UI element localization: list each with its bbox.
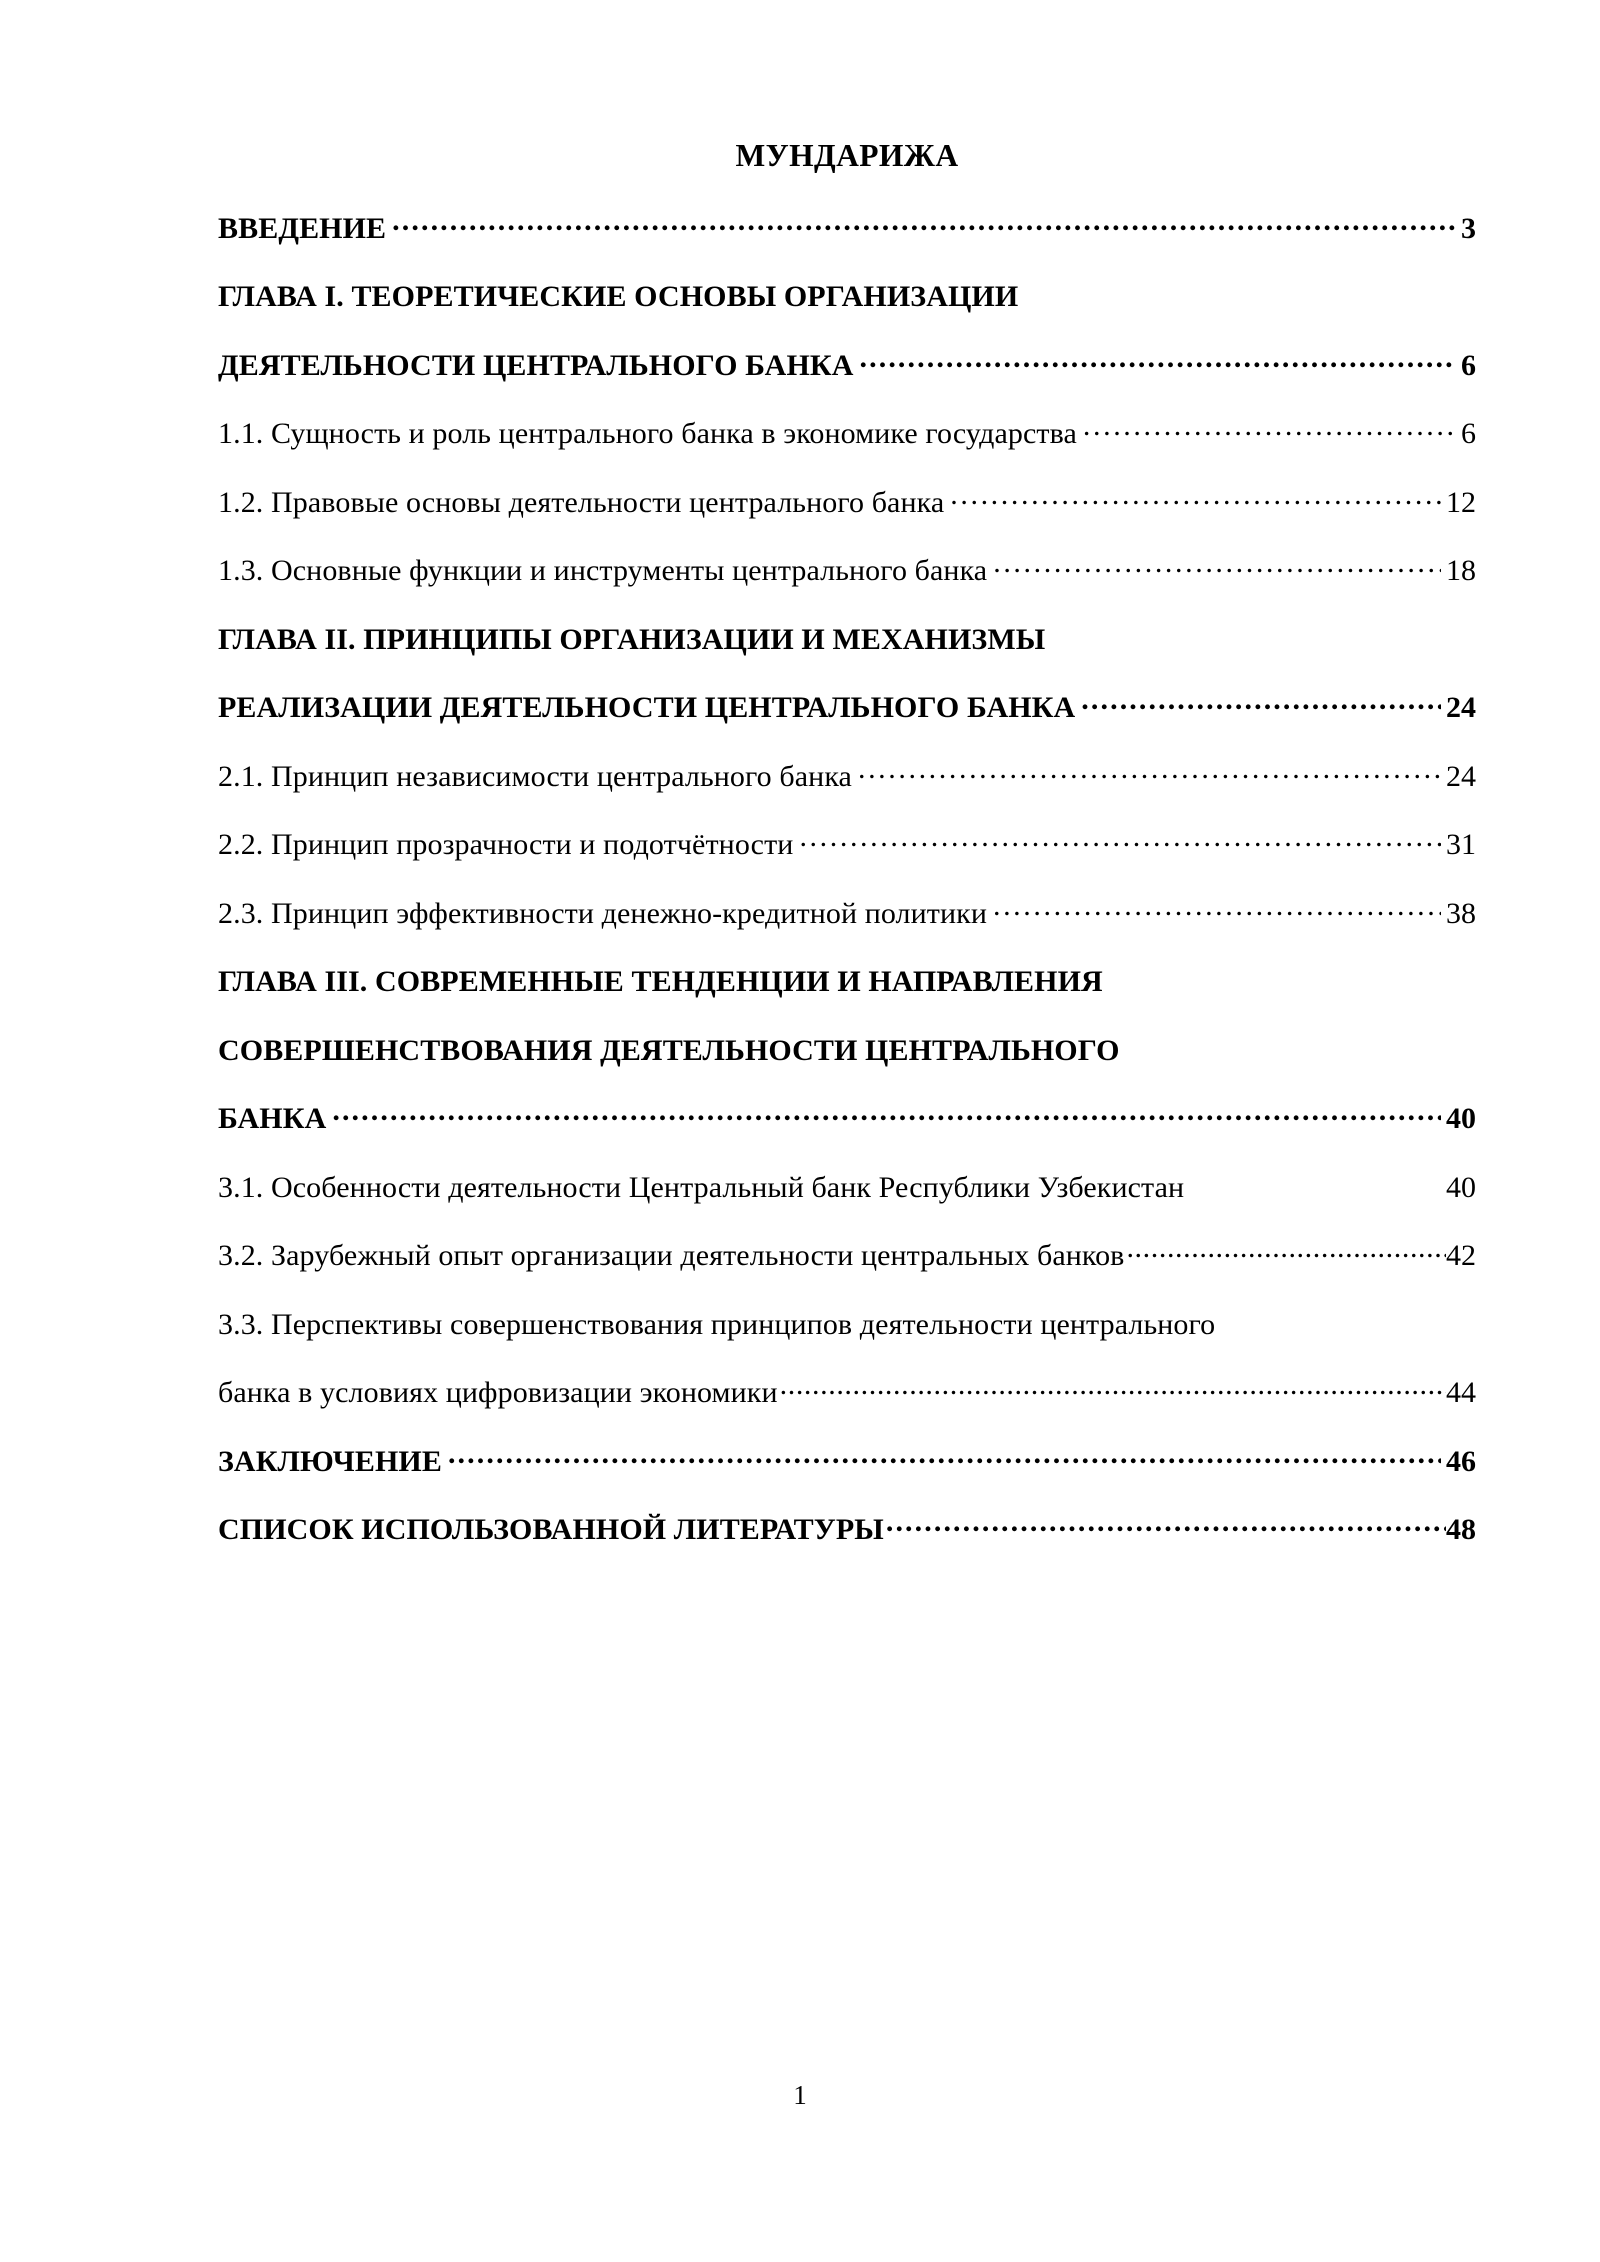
toc-entry-chapter-3-line-3[interactable] <box>218 1098 1476 1134</box>
dot-leader <box>858 756 1441 786</box>
dot-leader <box>1126 1030 1471 1060</box>
toc-entry-section-3-1[interactable] <box>218 1167 1476 1203</box>
toc-entry-label: БАНКА <box>218 1102 327 1135</box>
toc-entry-label: банка в условиях цифровизации экономики <box>218 1376 778 1409</box>
toc-entry-page-number: 24 <box>1446 759 1476 793</box>
toc-entry-label: ГЛАВА I. ТЕОРЕТИЧЕСКИЕ ОСНОВЫ ОРГАНИЗАЦИИ <box>218 280 1019 313</box>
toc-entry-section-1-3[interactable] <box>218 550 1476 586</box>
toc-entry-label: 1.2. Правовые основы деятельности центрального банка <box>218 485 945 519</box>
dot-leader <box>993 550 1441 580</box>
toc-entry-label: ДЕЯТЕЛЬНОСТИ ЦЕНТРАЛЬНОГО БАНКА <box>218 348 854 382</box>
toc-list <box>218 208 1476 1546</box>
dot-leader <box>1024 276 1471 306</box>
toc-entry-page-number: 46 <box>1446 1444 1476 1478</box>
toc-entry-page-number: 24 <box>1446 691 1476 724</box>
toc-entry-label: 1.3. Основные функции и инструменты центрального банка <box>218 554 988 587</box>
dot-leader <box>886 1509 1446 1539</box>
toc-entry-label: 3.2. Зарубежный опыт организации деятельности центральных банков <box>218 1239 1125 1272</box>
toc-entry-label: 2.2. Принцип прозрачности и подотчётности <box>218 828 794 861</box>
toc-entry-label: ГЛАВА III. СОВРЕМЕННЫЕ ТЕНДЕНЦИИ И НАПРАВЛЕНИЯ <box>218 965 1103 998</box>
dot-leader <box>392 208 1456 238</box>
page-title: МУНДАРИЖА <box>735 138 959 173</box>
toc-entry-label: ВВЕДЕНИЕ <box>218 211 387 245</box>
toc-entry-page-number: 3 <box>1461 211 1476 245</box>
toc-entry-page-number: 40 <box>1446 1170 1476 1204</box>
toc-entry-page-number: 48 <box>1446 1513 1476 1546</box>
dot-leader <box>1051 619 1471 649</box>
toc-entry-page-number: 12 <box>1446 485 1476 519</box>
toc-entry-section-1-1[interactable] <box>218 413 1476 449</box>
toc-entry-label: 2.1. Принцип независимости центрального банка <box>218 759 852 793</box>
toc-container <box>218 140 1476 1578</box>
toc-entry-label: 3.1. Особенности деятельности Центральный банк Республики Узбекистан <box>218 1170 1185 1204</box>
toc-entry-label: 1.1. Сущность и роль центрального банка в экономике государства <box>218 417 1077 450</box>
toc-entry-section-2-1[interactable] <box>218 756 1476 792</box>
toc-entry-section-3-3-line-1[interactable] <box>218 1304 1476 1340</box>
toc-entry-chapter-3-line-2[interactable] <box>218 1030 1476 1066</box>
dot-leader <box>448 1441 1441 1471</box>
toc-entry-chapter-2-line-2[interactable] <box>218 687 1476 723</box>
toc-entry-spisok-literatury[interactable] <box>218 1509 1476 1545</box>
dot-leader <box>860 345 1456 375</box>
dot-leader <box>332 1098 1441 1128</box>
toc-entry-page-number: 18 <box>1446 554 1476 587</box>
toc-entry-chapter-2-line-1[interactable] <box>218 619 1476 655</box>
toc-entry-page-number: 42 <box>1446 1239 1476 1272</box>
toc-entry-section-3-2[interactable] <box>218 1235 1476 1271</box>
dot-leader <box>950 482 1441 512</box>
toc-entry-chapter-1-line-1[interactable] <box>218 276 1476 312</box>
toc-entry-label: СОВЕРШЕНСТВОВАНИЯ ДЕЯТЕЛЬНОСТИ ЦЕНТРАЛЬНОГО <box>218 1033 1120 1067</box>
toc-entry-zaklyuchenie[interactable] <box>218 1441 1476 1477</box>
dot-leader <box>1221 1304 1471 1334</box>
dot-leader <box>799 824 1441 854</box>
toc-entry-section-1-2[interactable] <box>218 482 1476 518</box>
toc-entry-page-number: 31 <box>1446 828 1476 861</box>
dot-leader <box>1126 1235 1446 1265</box>
toc-entry-page-number: 6 <box>1461 417 1476 450</box>
toc-entry-label: ГЛАВА II. ПРИНЦИПЫ ОРГАНИЗАЦИИ И МЕХАНИЗМЫ <box>218 622 1046 656</box>
toc-entry-chapter-1-line-2[interactable] <box>218 345 1476 381</box>
toc-entry-label: РЕАЛИЗАЦИИ ДЕЯТЕЛЬНОСТИ ЦЕНТРАЛЬНОГО БАНКА <box>218 691 1076 724</box>
toc-entry-page-number: 40 <box>1446 1102 1476 1135</box>
dot-leader <box>780 1372 1446 1402</box>
toc-entry-vvedenie[interactable] <box>218 208 1476 244</box>
toc-entry-chapter-3-line-1[interactable] <box>218 961 1476 997</box>
dot-leader <box>1109 961 1471 991</box>
toc-entry-label: ЗАКЛЮЧЕНИЕ <box>218 1444 442 1478</box>
toc-entry-page-number: 38 <box>1446 896 1476 930</box>
toc-entry-section-2-2[interactable] <box>218 824 1476 860</box>
toc-entry-section-2-3[interactable] <box>218 893 1476 929</box>
toc-entry-section-3-3-line-2[interactable] <box>218 1372 1476 1408</box>
footer-page-number: 1 <box>793 2080 807 2110</box>
dot-leader <box>1081 687 1441 717</box>
dot-leader <box>993 893 1441 923</box>
dot-leader <box>1083 413 1456 443</box>
toc-entry-label: СПИСОК ИСПОЛЬЗОВАННОЙ ЛИТЕРАТУРЫ <box>218 1513 884 1546</box>
toc-entry-label: 2.3. Принцип эффективности денежно-кредитной политики <box>218 896 987 930</box>
dot-leader <box>1190 1167 1441 1197</box>
toc-entry-page-number: 6 <box>1461 348 1476 382</box>
toc-entry-label: 3.3. Перспективы совершенствования принципов деятельности центрального <box>218 1307 1216 1341</box>
toc-entry-page-number: 44 <box>1446 1376 1476 1409</box>
